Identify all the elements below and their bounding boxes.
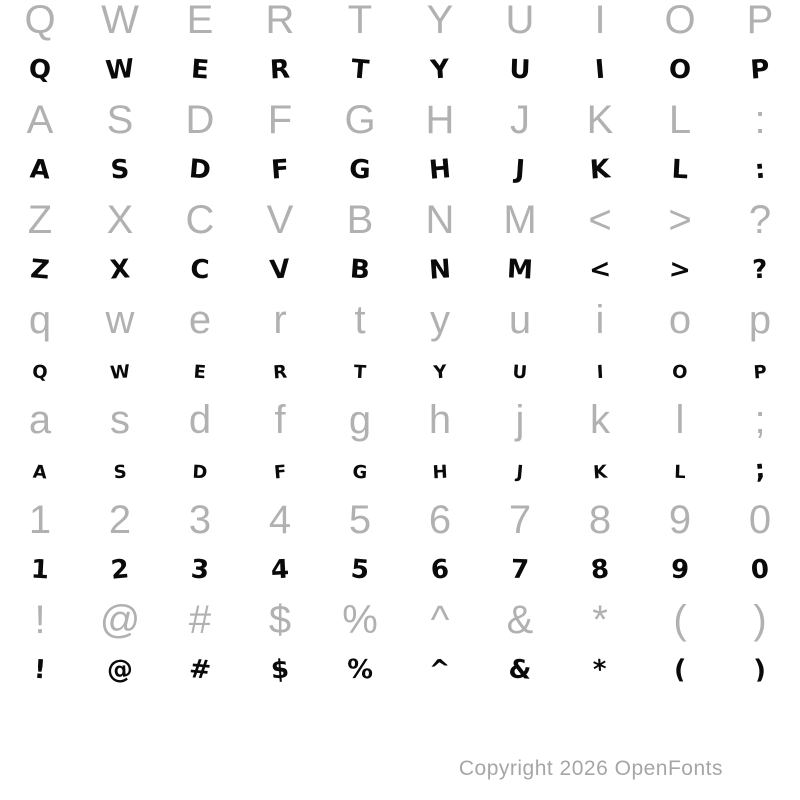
glyph-custom: Q (28, 54, 52, 86)
glyph-custom: q (31, 354, 49, 386)
glyph-reference: ? (748, 197, 772, 242)
glyph-custom: Y (429, 54, 451, 86)
glyph-reference: l (675, 397, 685, 442)
glyph-reference: ^ (430, 597, 450, 642)
glyph-custom: H (427, 154, 453, 186)
glyph-custom: y (432, 354, 448, 386)
glyph-custom: g (351, 454, 369, 486)
glyph-custom: < (587, 254, 613, 286)
glyph-custom: L (670, 154, 690, 186)
glyph-custom: w (108, 354, 132, 386)
glyph-reference: w (105, 297, 135, 342)
glyph-custom: # (187, 654, 213, 686)
glyph-custom: ^ (427, 654, 453, 686)
glyph-reference: E (186, 0, 214, 42)
glyph-reference: G (344, 97, 376, 142)
glyph-reference: A (26, 97, 54, 142)
glyph-reference: j (515, 397, 525, 442)
glyph-custom: o (671, 354, 689, 386)
glyph-custom: S (109, 154, 131, 186)
glyph-reference: B (346, 197, 374, 242)
glyph-custom: N (428, 254, 452, 286)
glyph-custom: ( (673, 654, 687, 686)
glyph-custom: t (353, 354, 367, 386)
glyph-custom: F (270, 154, 290, 186)
glyph-custom: $ (269, 654, 291, 686)
glyph-reference: e (188, 297, 212, 342)
glyph-reference: ) (753, 597, 767, 642)
glyph-reference: U (505, 0, 535, 42)
glyph-custom: s (112, 454, 128, 486)
glyph-custom: 8 (589, 554, 611, 586)
glyph-custom: f (272, 454, 288, 486)
glyph-custom: M (506, 254, 534, 286)
glyph-reference: P (746, 0, 774, 42)
glyph-reference: f (274, 397, 286, 442)
glyph-custom: i (595, 354, 605, 386)
glyph-custom: Z (29, 254, 51, 286)
glyph-custom: d (191, 454, 209, 486)
glyph-row-reference (0, 495, 800, 545)
glyph-reference: o (668, 297, 692, 342)
glyph-reference: H (425, 97, 455, 142)
glyph-reference: % (342, 597, 378, 642)
glyph-custom: G (348, 154, 372, 186)
glyph-custom: ? (751, 254, 769, 286)
glyph-reference: Z (27, 197, 53, 242)
glyph-reference: k (590, 397, 610, 442)
glyph-reference: 0 (748, 497, 772, 542)
glyph-reference: d (188, 397, 212, 442)
glyph-reference: ! (34, 597, 46, 642)
glyph-reference: Y (426, 0, 454, 42)
glyph-reference: R (265, 0, 295, 42)
glyph-custom: p (752, 354, 768, 386)
glyph-row-reference (0, 195, 800, 245)
glyph-row-custom (0, 545, 800, 595)
glyph-reference: @ (99, 597, 141, 642)
glyph-reference: 7 (508, 497, 532, 542)
glyph-custom: @ (106, 654, 134, 686)
glyph-custom: 7 (510, 554, 530, 586)
glyph-custom: h (431, 454, 449, 486)
glyph-custom: 3 (189, 554, 211, 586)
glyph-reference: > (668, 197, 692, 242)
glyph-reference: F (267, 97, 293, 142)
glyph-reference: X (106, 197, 134, 242)
glyph-reference: ( (673, 597, 687, 642)
glyph-custom: P (749, 54, 771, 86)
glyph-reference: & (506, 597, 534, 642)
glyph-custom: T (349, 54, 371, 86)
glyph-reference: < (588, 197, 612, 242)
glyph-row-custom (0, 445, 800, 495)
glyph-reference: I (594, 0, 606, 42)
glyph-row-custom (0, 645, 800, 695)
glyph-custom: I (593, 54, 607, 86)
glyph-custom: E (190, 54, 210, 86)
glyph-custom: 4 (270, 554, 290, 586)
glyph-custom: a (32, 454, 48, 486)
glyph-custom: & (507, 654, 533, 686)
glyph-reference: C (185, 197, 215, 242)
glyph-custom: J (514, 154, 526, 186)
glyph-custom: X (108, 254, 132, 286)
glyph-reference: 8 (588, 497, 612, 542)
glyph-custom: ; (753, 454, 767, 486)
glyph-custom: e (192, 354, 208, 386)
glyph-custom: 2 (109, 554, 131, 586)
glyph-reference: S (106, 97, 134, 142)
glyph-reference: L (668, 97, 692, 142)
glyph-custom: B (349, 254, 371, 286)
glyph-custom: C (189, 254, 211, 286)
glyph-reference: 2 (108, 497, 132, 542)
glyph-reference: q (28, 297, 52, 342)
glyph-reference: K (586, 97, 614, 142)
glyph-custom: O (667, 54, 693, 86)
glyph-reference: M (503, 197, 537, 242)
glyph-row-reference (0, 0, 800, 45)
glyph-reference: D (185, 97, 215, 142)
glyph-reference: s (110, 397, 130, 442)
glyph-reference: t (354, 297, 366, 342)
glyph-reference: $ (268, 597, 292, 642)
glyph-custom: K (588, 154, 612, 186)
glyph-reference: * (592, 597, 608, 642)
glyph-reference: V (266, 197, 294, 242)
glyph-row-reference (0, 295, 800, 345)
glyph-custom: ! (33, 654, 47, 686)
copyright-text: Copyright 2026 OpenFonts (458, 757, 723, 780)
glyph-custom: V (268, 254, 292, 286)
glyph-custom: l (673, 454, 687, 486)
glyph-custom: R (269, 54, 291, 86)
glyph-reference: r (273, 297, 287, 342)
glyph-reference: W (101, 0, 139, 42)
glyph-custom: 0 (749, 554, 771, 586)
glyph-custom: u (511, 354, 529, 386)
glyph-reference: y (430, 297, 450, 342)
glyph-custom: 9 (669, 554, 691, 586)
glyph-custom: 5 (349, 554, 371, 586)
glyph-reference: Q (24, 0, 56, 42)
glyph-reference: O (664, 0, 696, 42)
glyph-reference: p (748, 297, 772, 342)
glyph-custom: r (272, 354, 288, 386)
glyph-row-custom (0, 245, 800, 295)
glyph-reference: h (428, 397, 452, 442)
glyph-custom: D (187, 154, 213, 186)
glyph-reference: J (510, 97, 530, 142)
glyph-custom: W (104, 53, 136, 87)
glyph-reference: 5 (348, 497, 372, 542)
glyph-reference: u (508, 297, 532, 342)
glyph-custom: j (515, 454, 525, 486)
glyph-row-reference (0, 95, 800, 145)
glyph-reference: 6 (428, 497, 452, 542)
glyph-custom: * (592, 654, 608, 686)
glyph-row-custom (0, 45, 800, 95)
glyph-reference: : (754, 97, 766, 142)
glyph-custom: > (668, 254, 692, 286)
glyph-reference: T (347, 0, 373, 42)
glyph-custom: k (591, 454, 608, 486)
glyph-row-reference (0, 395, 800, 445)
glyph-reference: i (595, 297, 605, 342)
glyph-custom: ) (752, 654, 768, 686)
glyph-row-reference (0, 595, 800, 645)
glyph-reference: 1 (28, 497, 52, 542)
glyph-custom: 6 (429, 554, 451, 586)
glyph-reference: 4 (268, 497, 292, 542)
glyph-custom: % (346, 654, 374, 686)
glyph-reference: # (188, 597, 212, 642)
glyph-reference: 9 (668, 497, 692, 542)
glyph-custom: 1 (30, 554, 50, 586)
glyph-row-custom (0, 345, 800, 395)
glyph-reference: a (28, 397, 52, 442)
glyph-reference: ; (754, 397, 766, 442)
glyph-custom: : (753, 154, 767, 186)
glyph-custom: U (508, 54, 532, 86)
glyph-reference: g (348, 397, 372, 442)
glyph-row-custom (0, 145, 800, 195)
glyph-custom: A (28, 154, 52, 186)
glyph-reference: 3 (188, 497, 212, 542)
glyph-reference: N (425, 197, 455, 242)
